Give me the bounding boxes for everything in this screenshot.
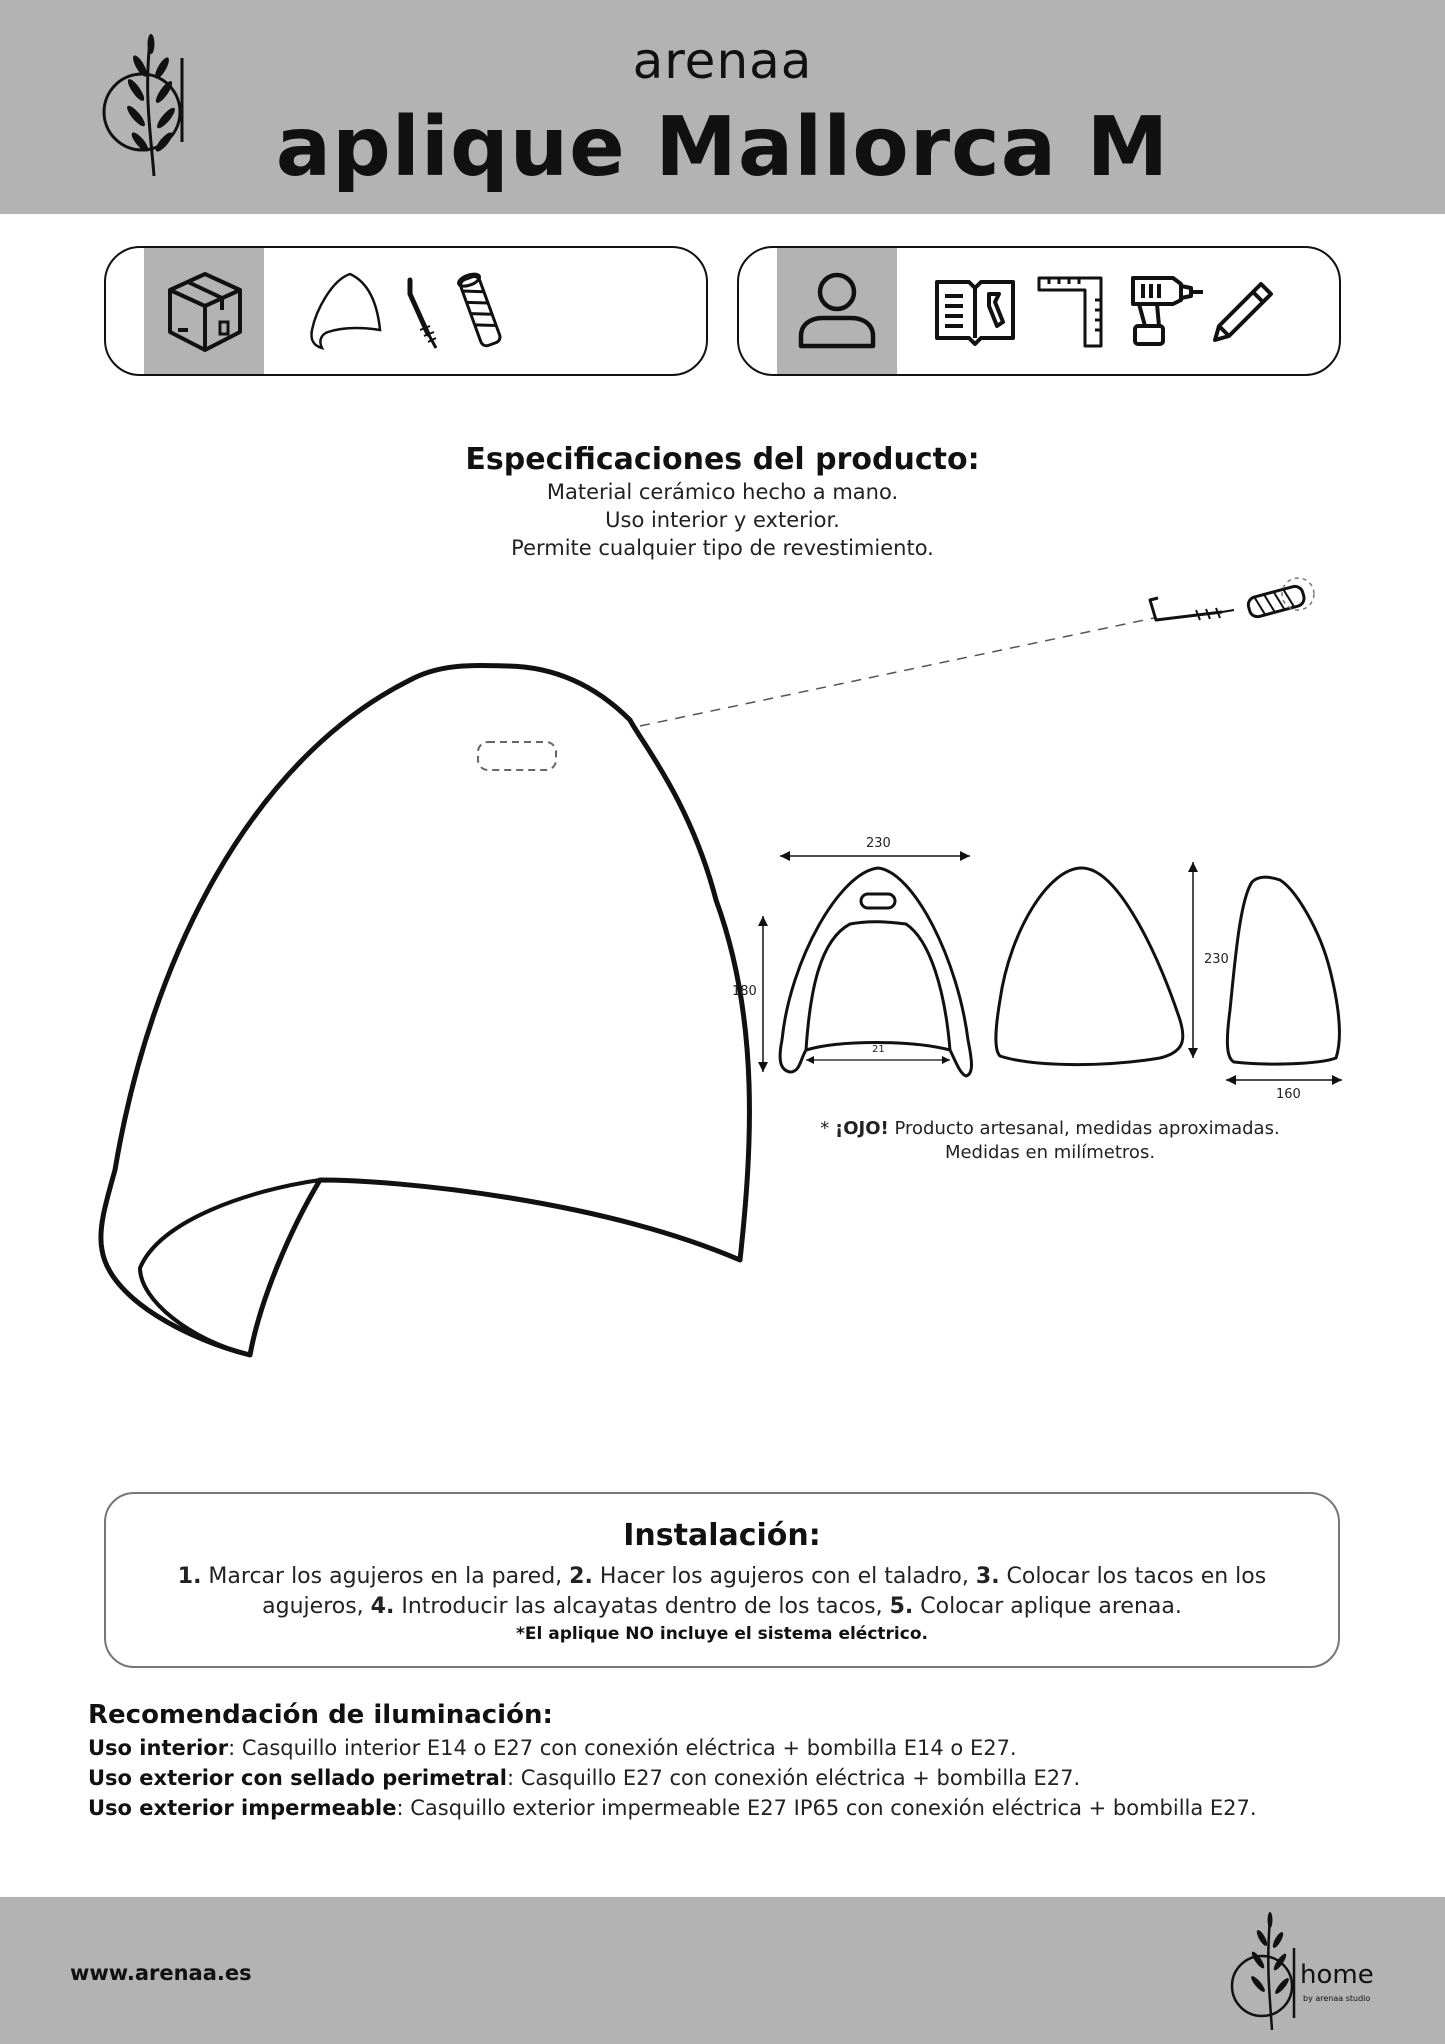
dimension-side-height: 230	[1204, 952, 1229, 967]
hook-screw-icon	[402, 274, 446, 350]
measurement-note-units: Medidas en milímetros.	[944, 1142, 1156, 1163]
recommendation-title: Recomendación de iluminación:	[88, 1700, 553, 1730]
drill-icon	[1125, 270, 1205, 350]
installation-steps: 1. Marcar los agujeros en la pared, 2. Hacer los agujeros con el taladro, 3. Colocar los tacos en los agujeros, 4. Introducir las alcayatas dentro de los tacos, 5. Colocar aplique arenaa.	[177, 1564, 1267, 1619]
brand-name: arenaa	[632, 32, 813, 90]
website-link[interactable]: www.arenaa.es	[70, 1961, 252, 1985]
recommendation-item: Uso interior: Casquillo interior E14 o E27 con conexión eléctrica + bombilla E14 o E27.	[88, 1736, 1017, 1760]
contents-icon-box	[104, 246, 708, 376]
square-ruler-icon	[1035, 274, 1105, 350]
lamp-shade-icon	[306, 270, 386, 352]
spec-line: Material cerámico hecho a mano.	[546, 480, 899, 504]
hook-screw-drawing	[1150, 598, 1222, 620]
recommendation-item: Uso exterior con sellado perimetral: Casquillo E27 con conexión eléctrica + bombilla E27.	[88, 1766, 1081, 1790]
wall-plug-drawing	[1247, 585, 1306, 619]
side-view-drawing	[1227, 877, 1339, 1064]
alignment-dashed-line	[640, 618, 1154, 726]
manual-icon	[933, 274, 1017, 348]
lamp-shade-drawing	[101, 666, 750, 1355]
dimension-side-depth: 160	[1276, 1087, 1301, 1102]
dimension-front-width: 230	[866, 836, 891, 851]
tools-icon-box	[737, 246, 1341, 376]
mounting-slot	[478, 742, 556, 770]
box-icon	[160, 266, 250, 356]
dimension-front-height: 180	[732, 984, 757, 999]
logo-word: home	[1300, 1960, 1374, 1990]
page-title: aplique Mallorca M	[275, 100, 1170, 195]
installation-note: *El aplique NO incluye el sistema eléctrico.	[516, 1624, 928, 1644]
person-icon	[795, 268, 879, 352]
installation-title: Instalación:	[623, 1518, 821, 1553]
wall-plug-icon	[454, 270, 508, 356]
recommendation-item: Uso exterior impermeable: Casquillo exterior impermeable E27 IP65 con conexión eléctrica + bombilla E27.	[88, 1796, 1257, 1820]
pencil-icon	[1207, 278, 1277, 348]
spec-line: Uso interior y exterior.	[605, 508, 840, 532]
back-view-drawing	[996, 868, 1183, 1065]
measurement-note: * ¡OJO! Producto artesanal, medidas aproximadas.	[820, 1118, 1280, 1139]
spec-line: Permite cualquier tipo de revestimiento.	[511, 536, 934, 560]
specs-title: Especificaciones del producto:	[465, 442, 980, 477]
logo-subtitle: by arenaa studio	[1303, 1994, 1371, 2003]
dimension-hole: 21	[872, 1044, 885, 1055]
